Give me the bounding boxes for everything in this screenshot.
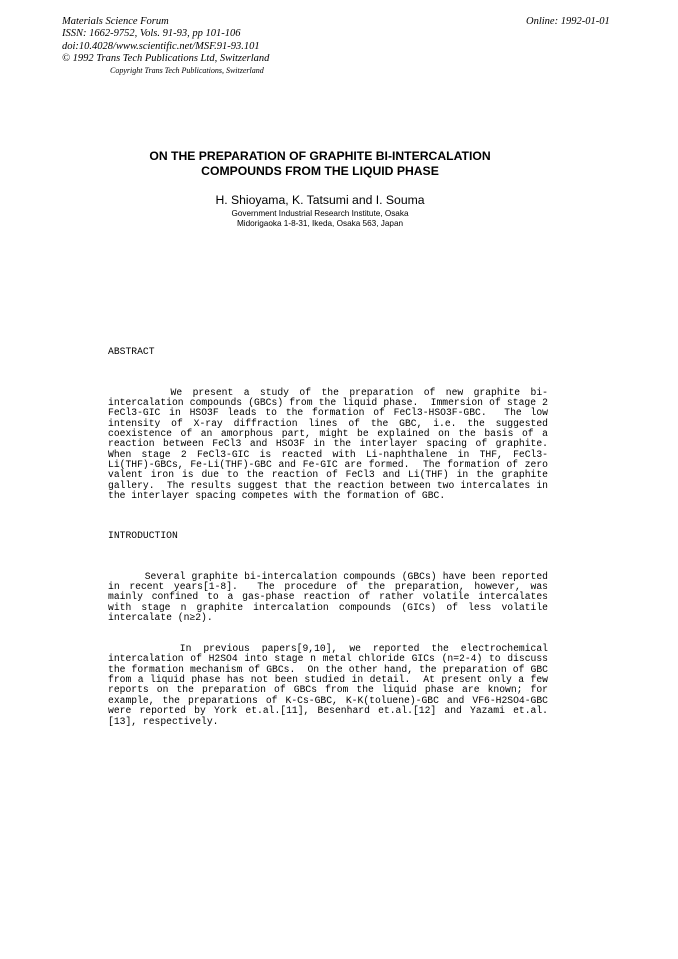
introduction-paragraph-2: In previous papers[9,10], we reported the electrochemical intercalation of H2SO4 into stage n metal chloride GICs (n=2-4) to discuss the formation mechanism of GBCs. On the other hand, the preparation of GBC from a liquid phase has not been studied in detail. At present only a few reports on the preparation of GBCs from the liquid phase are known; for example, the preparations of K-Cs-GBC, K-K(toluene)-GBC and VF6-H2SO4-GBC were reported by York et.al.[11], Besenhard et.al.[12] and Yazami et.al.[13], respectively. bbox=[108, 643, 554, 727]
issn-line: ISSN: 1662-9752, Vols. 91-93, pp 101-106 bbox=[62, 28, 241, 40]
introduction-body bbox=[108, 551, 554, 737]
title-line-2: COMPOUNDS FROM THE LIQUID PHASE bbox=[201, 163, 439, 178]
affiliation-line-1: Government Industrial Research Institute, Osaka bbox=[231, 209, 409, 218]
copyright-small-line: Copyright Trans Tech Publications, Switzerland bbox=[110, 66, 264, 76]
doi-line: doi:10.4028/www.scientific.net/MSF.91-93.101 bbox=[62, 40, 260, 52]
affiliation bbox=[0, 209, 640, 229]
abstract-paragraph: We present a study of the preparation of new graphite bi-intercalation compounds (GBCs) from the liquid phase. Immersion of stage 2 FeCl3-GIC in HSO3F leads to the formation of FeCl3-HSO3F-GBC. The low intensity of X-ray diffraction lines of the GBC, i.e. the suggested coexistence of an amorphous part, might be explained on the basis of a reaction between FeCl3 and HSO3F in the interlayer spacing of graphite. When stage 2 FeCl3-GIC is reacted with Li-naphthalene in THF, FeCl3-Li(THF)-GBCs, Fe-Li(THF)-GBC and Fe-GIC are formed. The formation of zero valent iron is due to the reaction of FeCl3 and Li(THF) in the graphite gallery. The results suggest that the reaction between two intercalates in the interlayer spacing competes with the formation of GBC. bbox=[108, 386, 560, 502]
paper-title bbox=[0, 149, 640, 178]
journal-name: Materials Science Forum bbox=[62, 16, 169, 27]
introduction-heading: INTRODUCTION bbox=[108, 530, 178, 541]
authors: H. Shioyama, K. Tatsumi and I. Souma bbox=[215, 193, 425, 207]
copyright-line: © 1992 Trans Tech Publications Ltd, Switzerland bbox=[62, 52, 270, 64]
journal-meta bbox=[62, 16, 269, 77]
abstract-heading: ABSTRACT bbox=[108, 346, 155, 357]
online-date: Online: 1992-01-01 bbox=[526, 16, 610, 27]
affiliation-line-2: Midorigaoka 1-8-31, Ikeda, Osaka 563, Japan bbox=[236, 219, 404, 229]
abstract-body bbox=[108, 367, 560, 512]
title-line-1: ON THE PREPARATION OF GRAPHITE BI-INTERCALATION bbox=[149, 149, 491, 163]
introduction-paragraph-1: Several graphite bi-intercalation compounds (GBCs) have been reported in recent years[1-8]. The procedure of the preparation, however, was mainly confined to a gas-phase reaction of rather volatile intercalates with stage n graphite intercalation compounds (GICs) of less volatile intercalate (n≥2). bbox=[108, 570, 554, 624]
